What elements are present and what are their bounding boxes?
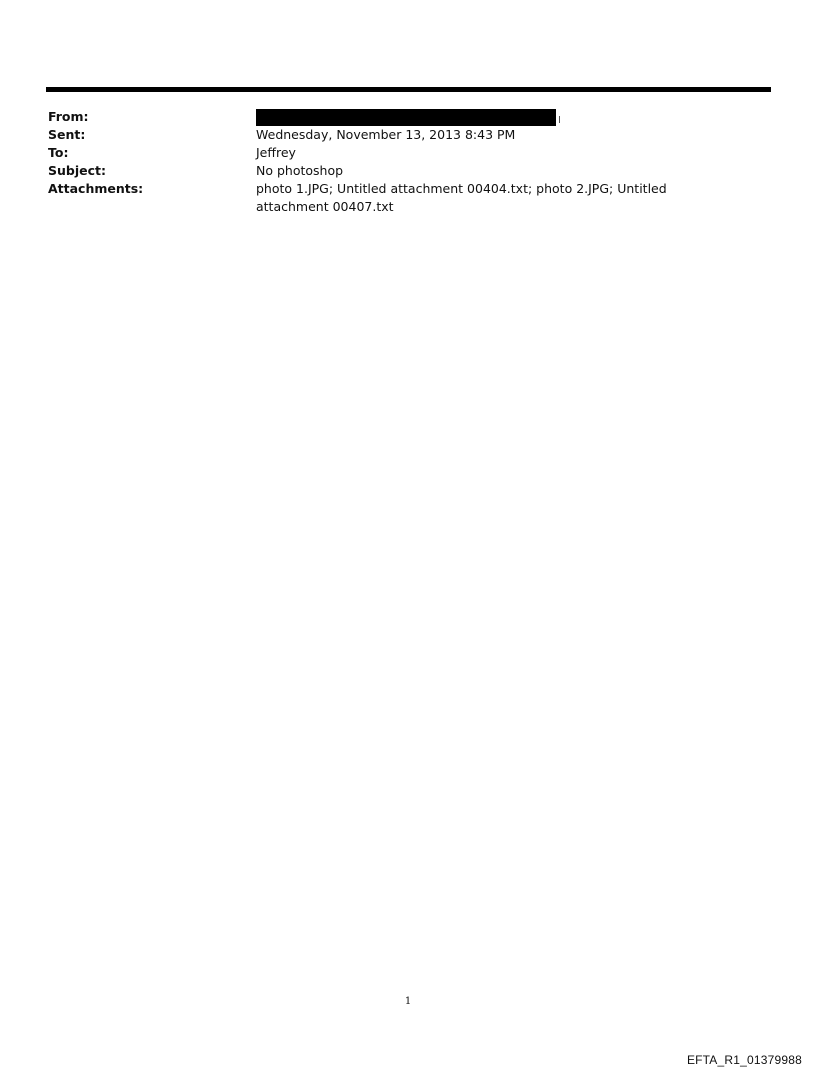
- subject-label: Subject:: [48, 163, 106, 178]
- to-label: To:: [48, 145, 69, 160]
- sent-label: Sent:: [48, 127, 86, 142]
- email-header-block: [48, 108, 748, 216]
- sent-value: Wednesday, November 13, 2013 8:43 PM: [256, 127, 516, 142]
- attachments-row: [48, 180, 748, 216]
- attachments-label: Attachments:: [48, 181, 144, 196]
- subject-row: [48, 162, 748, 180]
- from-label: From:: [48, 109, 89, 124]
- attachments-value: photo 1.JPG; Untitled attachment 00404.txt; photo 2.JPG; Untitled attachment 00407.txt: [256, 181, 667, 214]
- from-value: [256, 108, 748, 126]
- subject-value: No photoshop: [256, 163, 344, 178]
- redaction-box: [256, 109, 556, 126]
- sent-row: [48, 126, 748, 144]
- to-row: [48, 144, 748, 162]
- to-value: Jeffrey: [256, 145, 296, 160]
- page-number: 1: [404, 996, 412, 1007]
- document-id: EFTA_R1_01379988: [686, 1053, 802, 1067]
- from-row: [48, 108, 748, 126]
- header-divider-rule: [46, 87, 771, 92]
- redaction-tick-mark: [555, 116, 560, 123]
